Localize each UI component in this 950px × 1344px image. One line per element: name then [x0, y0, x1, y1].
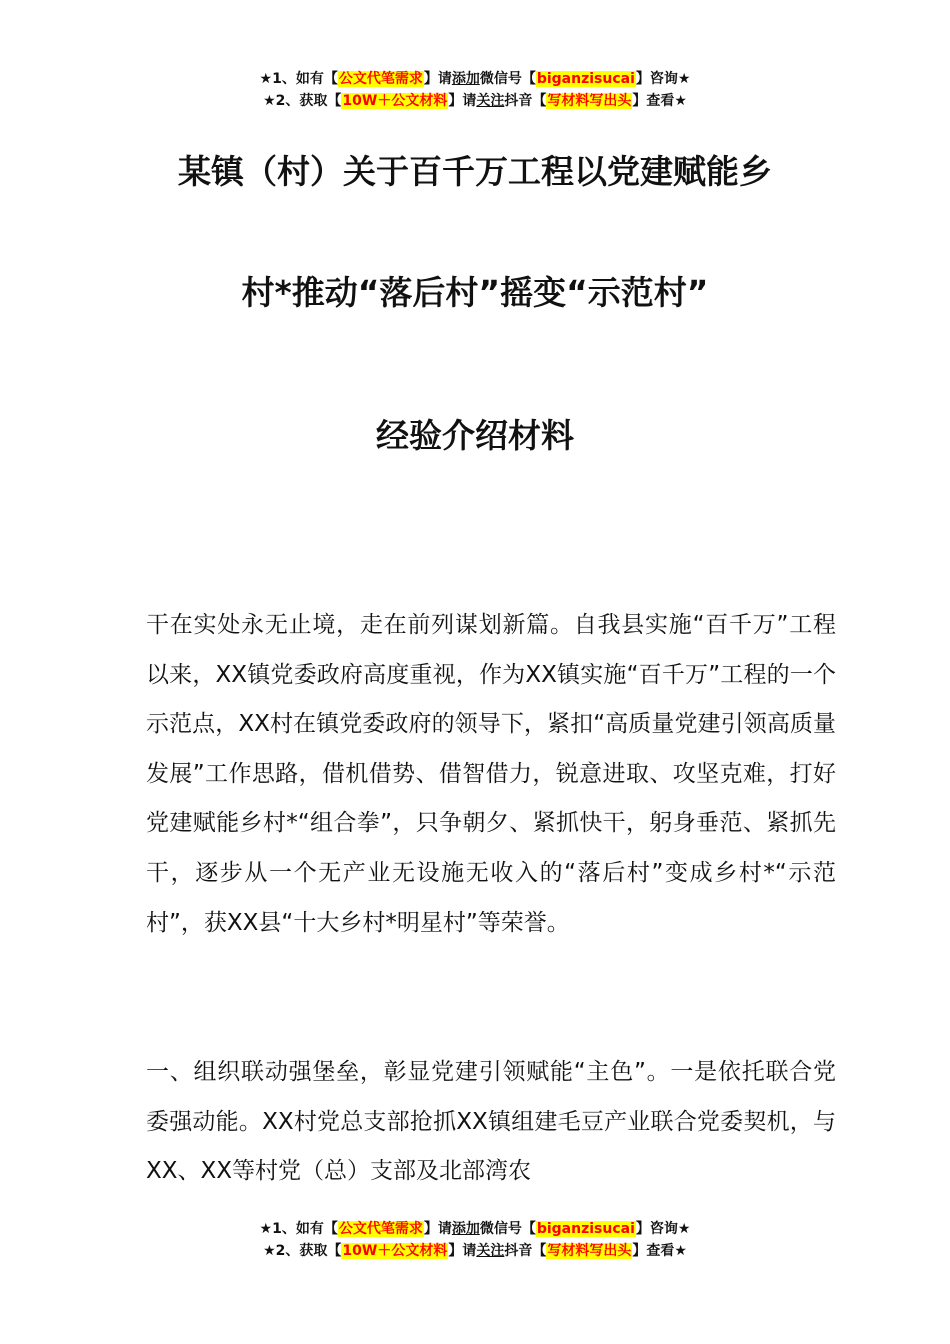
- highlight-materials: 10W＋公文材料: [342, 93, 448, 109]
- footer-highlight-service: 公文代笔需求: [338, 1221, 423, 1237]
- highlight-wechat-id: biganzisucai: [536, 71, 635, 87]
- footer-highlight-materials: 10W＋公文材料: [342, 1243, 448, 1259]
- footer-line-1: ★1、如有【公文代笔需求】请添加微信号【biganzisucai】咨询★: [259, 1221, 691, 1237]
- document-title-line-1: 某镇（村）关于百千万工程以党建赋能乡: [178, 152, 772, 191]
- banner-line-2: ★2、获取【10W＋公文材料】请关注抖音【写材料写出头】查看★: [263, 93, 687, 109]
- document-title-line-3: 经验介绍材料: [376, 416, 574, 455]
- footer-highlight-wechat-id: biganzisucai: [536, 1221, 635, 1237]
- body-paragraph-1: 干在实处永无止境，走在前列谋划新篇。自我县实施“百千万”工程以来，XX镇党委政府高度重视，作为XX镇实施“百千万”工程的一个示范点，XX村在镇党委政府的领导下，紧扣“高质量党建引领高质量发展”工作思路，借机借势、借智借力，锐意进取、攻坚克难，打好党建赋能乡村*“组合拳”，只争朝夕、紧抓快干，躬身垂范、紧抓先干，逐步从一个无产业无设施无收入的“落后村”变成乡村*“示范村”，获XX县“十大乡村*明星村”等荣誉。: [146, 612, 836, 936]
- footer-line-2: ★2、获取【10W＋公文材料】请关注抖音【写材料写出头】查看★: [263, 1243, 687, 1259]
- footer-banner: [0, 1218, 950, 1262]
- body-paragraph-2: 一、组织联动强堡垒，彰显党建引领赋能“主色”。一是依托联合党委强动能。XX村党总支部抢抓XX镇组建毛豆产业联合党委契机，与XX、XX等村党（总）支部及北部湾农: [146, 1059, 836, 1185]
- highlight-service: 公文代笔需求: [338, 71, 423, 87]
- highlight-douyin: 写材料写出头: [547, 93, 632, 109]
- header-banner: [0, 68, 950, 112]
- footer-highlight-douyin: 写材料写出头: [547, 1243, 632, 1259]
- banner-line-1: ★1、如有【公文代笔需求】请添加微信号【biganzisucai】咨询★: [259, 71, 691, 87]
- document-title-line-2: 村*推动“落后村”摇变“示范村”: [241, 273, 709, 312]
